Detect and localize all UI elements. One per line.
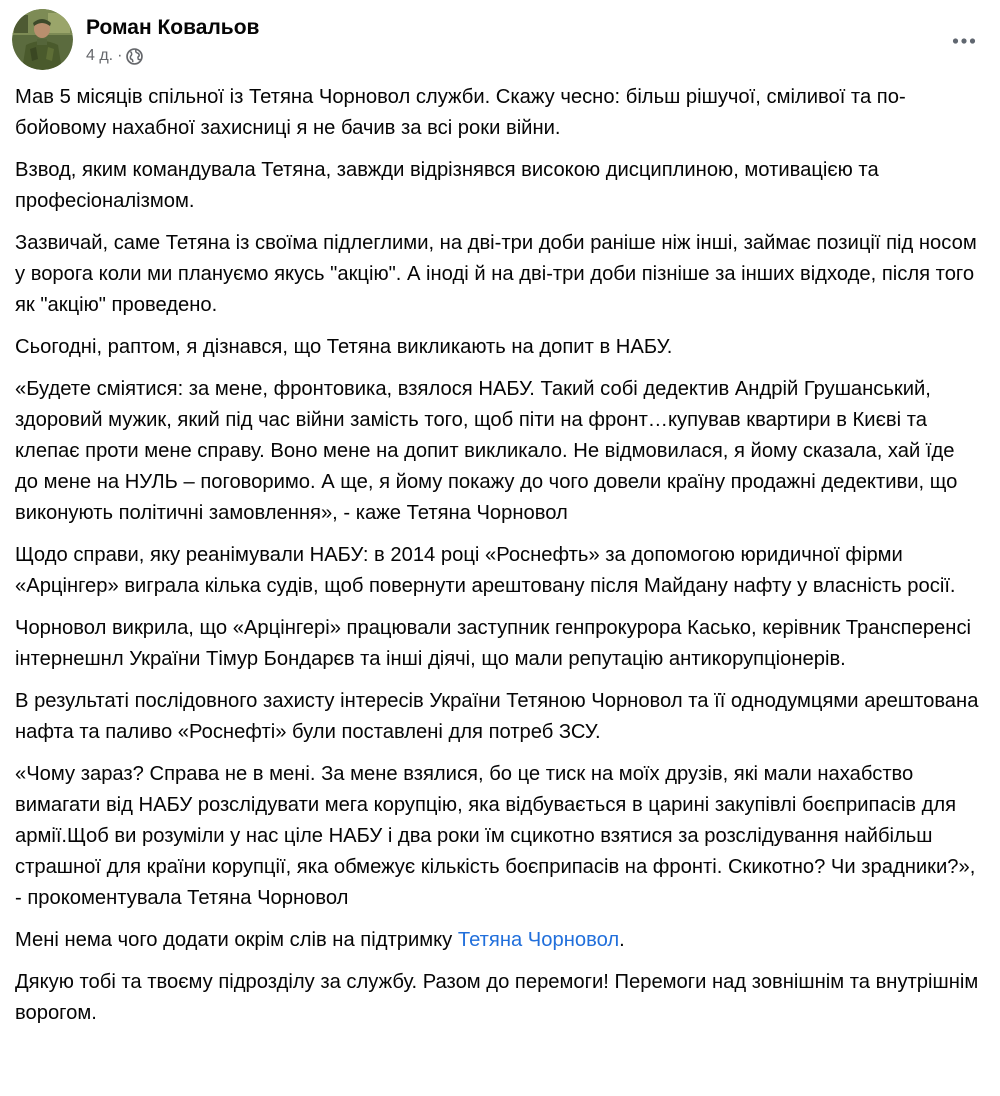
- post-paragraph: Чорновол викрила, що «Арцінгері» працювали заступник генпрокурора Касько, керівник Трансперенсі інтернешнл України Тімур Бондарєв та інші діячі, що мали репутацію антикорупціонерів.: [15, 617, 972, 670]
- post-paragraph: В результаті послідовного захисту інтересів України Тетяною Чорновол та її однодумцями арештована нафта та паливо «Роснефті» були поставлені для потреб ЗСУ.: [15, 690, 979, 743]
- author-avatar[interactable]: [12, 9, 73, 70]
- post-paragraph: Взвод, яким командувала Тетяна, завжди відрізнявся високою дисциплиною, мотивацією та професіоналізмом.: [15, 159, 879, 212]
- post-paragraph: Мав 5 місяців спільної із Тетяна Чорновол служби. Скажу чесно: більш рішучої, сміливої та по-бойовому нахабної захисниці я не бачив за всі роки війни.: [15, 86, 906, 139]
- more-horizontal-icon: [952, 37, 976, 45]
- avatar-photo: [12, 9, 73, 70]
- meta-separator: ·: [117, 47, 123, 64]
- post-paragraph: Щодо справи, яку реанімували НАБУ: в 2014 році «Роснефть» за допомогою юридичної фірми «Арцінгер» виграла кілька судів, щоб повернути арештовану після Майдану нафту у власність росії.: [15, 544, 956, 597]
- support-end: .: [619, 929, 625, 951]
- post-content: [15, 82, 983, 1040]
- post-paragraph: «Будете сміятися: за мене, фронтовика, взялося НАБУ. Такий собі дедектив Андрій Грушанський, здоровий мужик, який під час війни замість того, щоб піти на фронт…купував квартири в Києві та клепає проти мене справу. Воно мене на допит викликало. Не відмовилася, я йому сказала, хай їде до мене на НУЛЬ – поговоримо. А ще, я йому покажу до чого довели країну продажні дедективи, що виконують політичні замовлення», - каже Тетяна Чорновол: [15, 378, 958, 524]
- author-name[interactable]: Роман Ковальов: [86, 16, 260, 39]
- more-options-button[interactable]: [946, 23, 982, 59]
- post-paragraph: Зазвичай, саме Тетяна із своїма підлеглими, на дві-три доби раніше ніж інші, займає позиції під носом у ворога коли ми плануємо якусь "акцію". А іноді й на дві-три доби пізніше за інших відходе, після того як "акцію" проведено.: [15, 232, 977, 316]
- support-paragraph: [15, 925, 983, 956]
- post-timestamp[interactable]: 4 д.: [86, 47, 114, 64]
- post-header: [12, 9, 988, 71]
- mention-link[interactable]: Тетяна Чорновол: [457, 929, 620, 951]
- post-paragraph: «Чому зараз? Справа не в мені. За мене взялися, бо це тиск на моїх друзів, які мали нахабство вимагати від НАБУ розслідувати мега корупцію, яка відбувається в царині закупівлі боєприпасів для армії.Щоб ви розуміли у нас ціле НАБУ і два роки їм сцикотно взятися за розслідування найбільш страшної для країни корупції, яка обмежує кількість боєприпасів на фронті. Скикотно? Чи зрадники?», - прокоментувала Тетяна Чорновол: [15, 763, 976, 909]
- closing-paragraph: Дякую тобі та твоєму підрозділу за службу. Разом до перемоги! Перемоги над зовнішнім та внутрішнім ворогом.: [15, 971, 979, 1024]
- globe-icon[interactable]: [126, 48, 143, 65]
- post-paragraph: Сьогодні, раптом, я дізнався, що Тетяна викликають на допит в НАБУ.: [15, 336, 673, 358]
- post-meta: [86, 45, 143, 67]
- support-text: Мені нема чого додати окрім слів на підтримку: [15, 929, 453, 951]
